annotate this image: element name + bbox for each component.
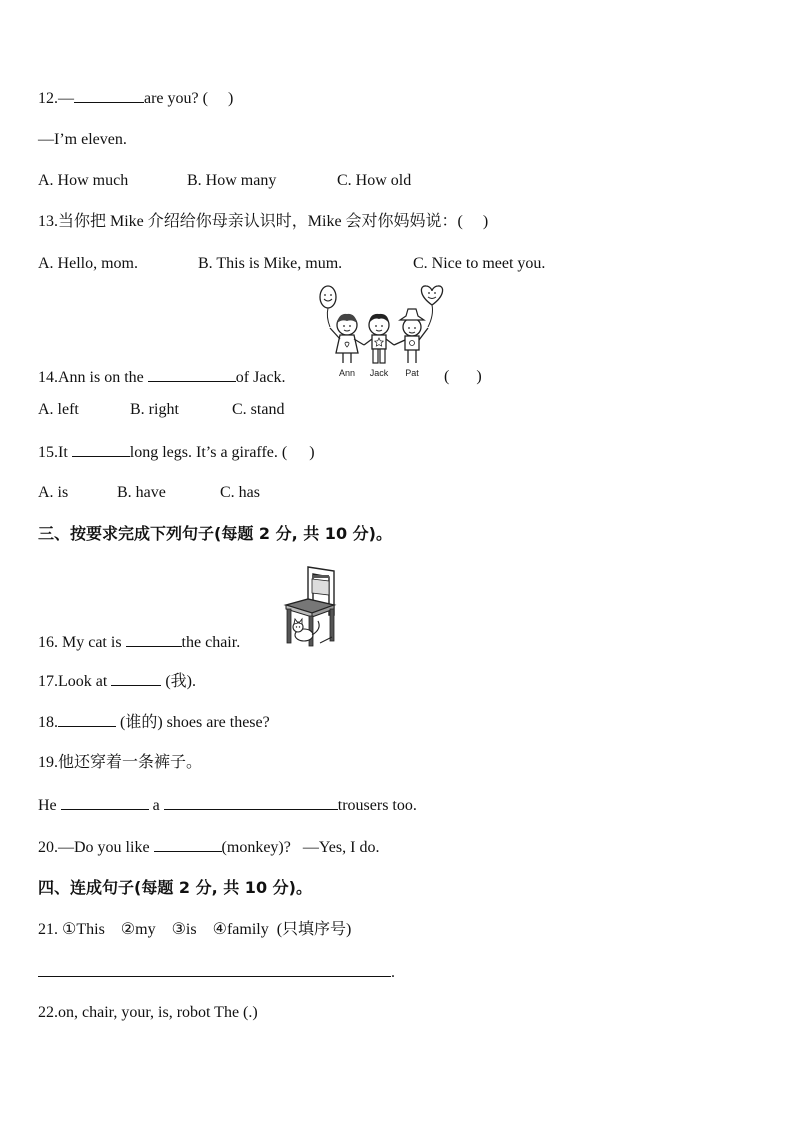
q20-suffix: (monkey)? —Yes, I do.: [221, 839, 380, 856]
question-22: 22.on, chair, your, is, robot The (.): [38, 1004, 258, 1021]
q14-option-c[interactable]: C. stand: [232, 401, 285, 418]
q13-option-b[interactable]: B. This is Mike, mum.: [198, 255, 343, 272]
q17-prefix: 17.Look at: [38, 673, 108, 690]
q18-blank[interactable]: [58, 712, 116, 727]
q19-blank-2[interactable]: [164, 795, 338, 810]
q19-word-2: a: [152, 797, 160, 814]
q14-option-b[interactable]: B. right: [130, 401, 179, 418]
q13-options: [38, 254, 545, 274]
q14-paren-close: ): [476, 368, 482, 385]
q12-tail: are you? (: [144, 90, 208, 107]
q15-options: [38, 483, 260, 503]
section-4-title: 四、连成句子(每题 2 分, 共 10 分)。: [38, 878, 312, 897]
q21-answer-line: [38, 962, 395, 983]
q12-option-c[interactable]: C. How old: [337, 172, 412, 189]
q19-word-1: He: [38, 797, 57, 814]
q14-option-a[interactable]: A. left: [38, 401, 79, 418]
q14-answer-parens: [444, 367, 482, 387]
q12-answer-line: —I’m eleven.: [38, 131, 127, 148]
q12-option-a[interactable]: A. How much: [38, 172, 129, 189]
q13-close: ): [482, 213, 489, 230]
q14-suffix: of Jack.: [235, 369, 286, 386]
q17-blank[interactable]: [111, 671, 161, 686]
question-20: [38, 837, 379, 858]
question-17: [38, 671, 196, 692]
q12-options: [38, 171, 411, 191]
q20-blank[interactable]: [154, 837, 222, 852]
q16-blank[interactable]: [126, 632, 182, 647]
q15-option-c[interactable]: C. has: [220, 484, 260, 501]
q20-prefix: 20.—Do you like: [38, 839, 150, 856]
question-12: [38, 88, 233, 109]
question-18: [38, 712, 270, 733]
q17-suffix: (我).: [165, 673, 196, 690]
q14-paren-open: (: [444, 368, 450, 385]
q19-blank-1[interactable]: [61, 795, 149, 810]
q14-prefix: 14.Ann is on the: [38, 369, 144, 386]
chair-cat-illustration: [282, 565, 340, 647]
q16-suffix: the chair.: [181, 634, 241, 651]
section-3-title: 三、按要求完成下列句子(每题 2 分, 共 10 分)。: [38, 524, 392, 543]
question-14: [38, 367, 286, 388]
q18-suffix: (谁的) shoes are these?: [120, 714, 270, 731]
q21-answer-blank[interactable]: [38, 962, 391, 977]
q15-option-b[interactable]: B. have: [117, 484, 166, 501]
q12-option-b[interactable]: B. How many: [187, 172, 277, 189]
kid-label-pat: Pat: [405, 368, 419, 378]
q15-close: ): [309, 444, 315, 461]
kids-balloons-illustration: [312, 283, 447, 381]
q16-prefix: 16. My cat is: [38, 634, 122, 651]
kid-label-ann: Ann: [338, 368, 356, 378]
question-13: [38, 212, 488, 232]
q13-text: 13.当你把 Mike 介绍给你母亲认识时，Mike 会对你妈妈说：(: [38, 213, 463, 230]
question-19: [38, 795, 417, 816]
question-19-prompt: 19.他还穿着一条裤子。: [38, 754, 203, 771]
q12-number: 12.—: [38, 90, 74, 107]
q12-close: ): [227, 90, 234, 107]
q15-option-a[interactable]: A. is: [38, 484, 69, 501]
question-16: [38, 632, 240, 653]
q13-option-c[interactable]: C. Nice to meet you.: [413, 255, 546, 272]
q15-suffix: long legs. It’s a giraffe. (: [129, 444, 288, 461]
q13-option-a[interactable]: A. Hello, mom.: [38, 255, 138, 272]
q15-blank[interactable]: [72, 442, 130, 457]
q19-word-3: trousers too.: [337, 797, 417, 814]
question-21: 21. ①This ②my ③is ④family (只填序号): [38, 921, 352, 938]
question-15: [38, 442, 315, 463]
q21-end: .: [391, 964, 395, 981]
q15-prefix: 15.It: [38, 444, 68, 461]
kids-balloons-image: [312, 283, 447, 381]
q18-prefix: 18.: [38, 714, 58, 731]
q14-options: [38, 400, 284, 420]
chair-cat-image: [282, 565, 340, 647]
q12-blank[interactable]: [74, 88, 144, 103]
kid-label-jack: Jack: [369, 368, 389, 378]
q14-blank[interactable]: [148, 367, 236, 382]
